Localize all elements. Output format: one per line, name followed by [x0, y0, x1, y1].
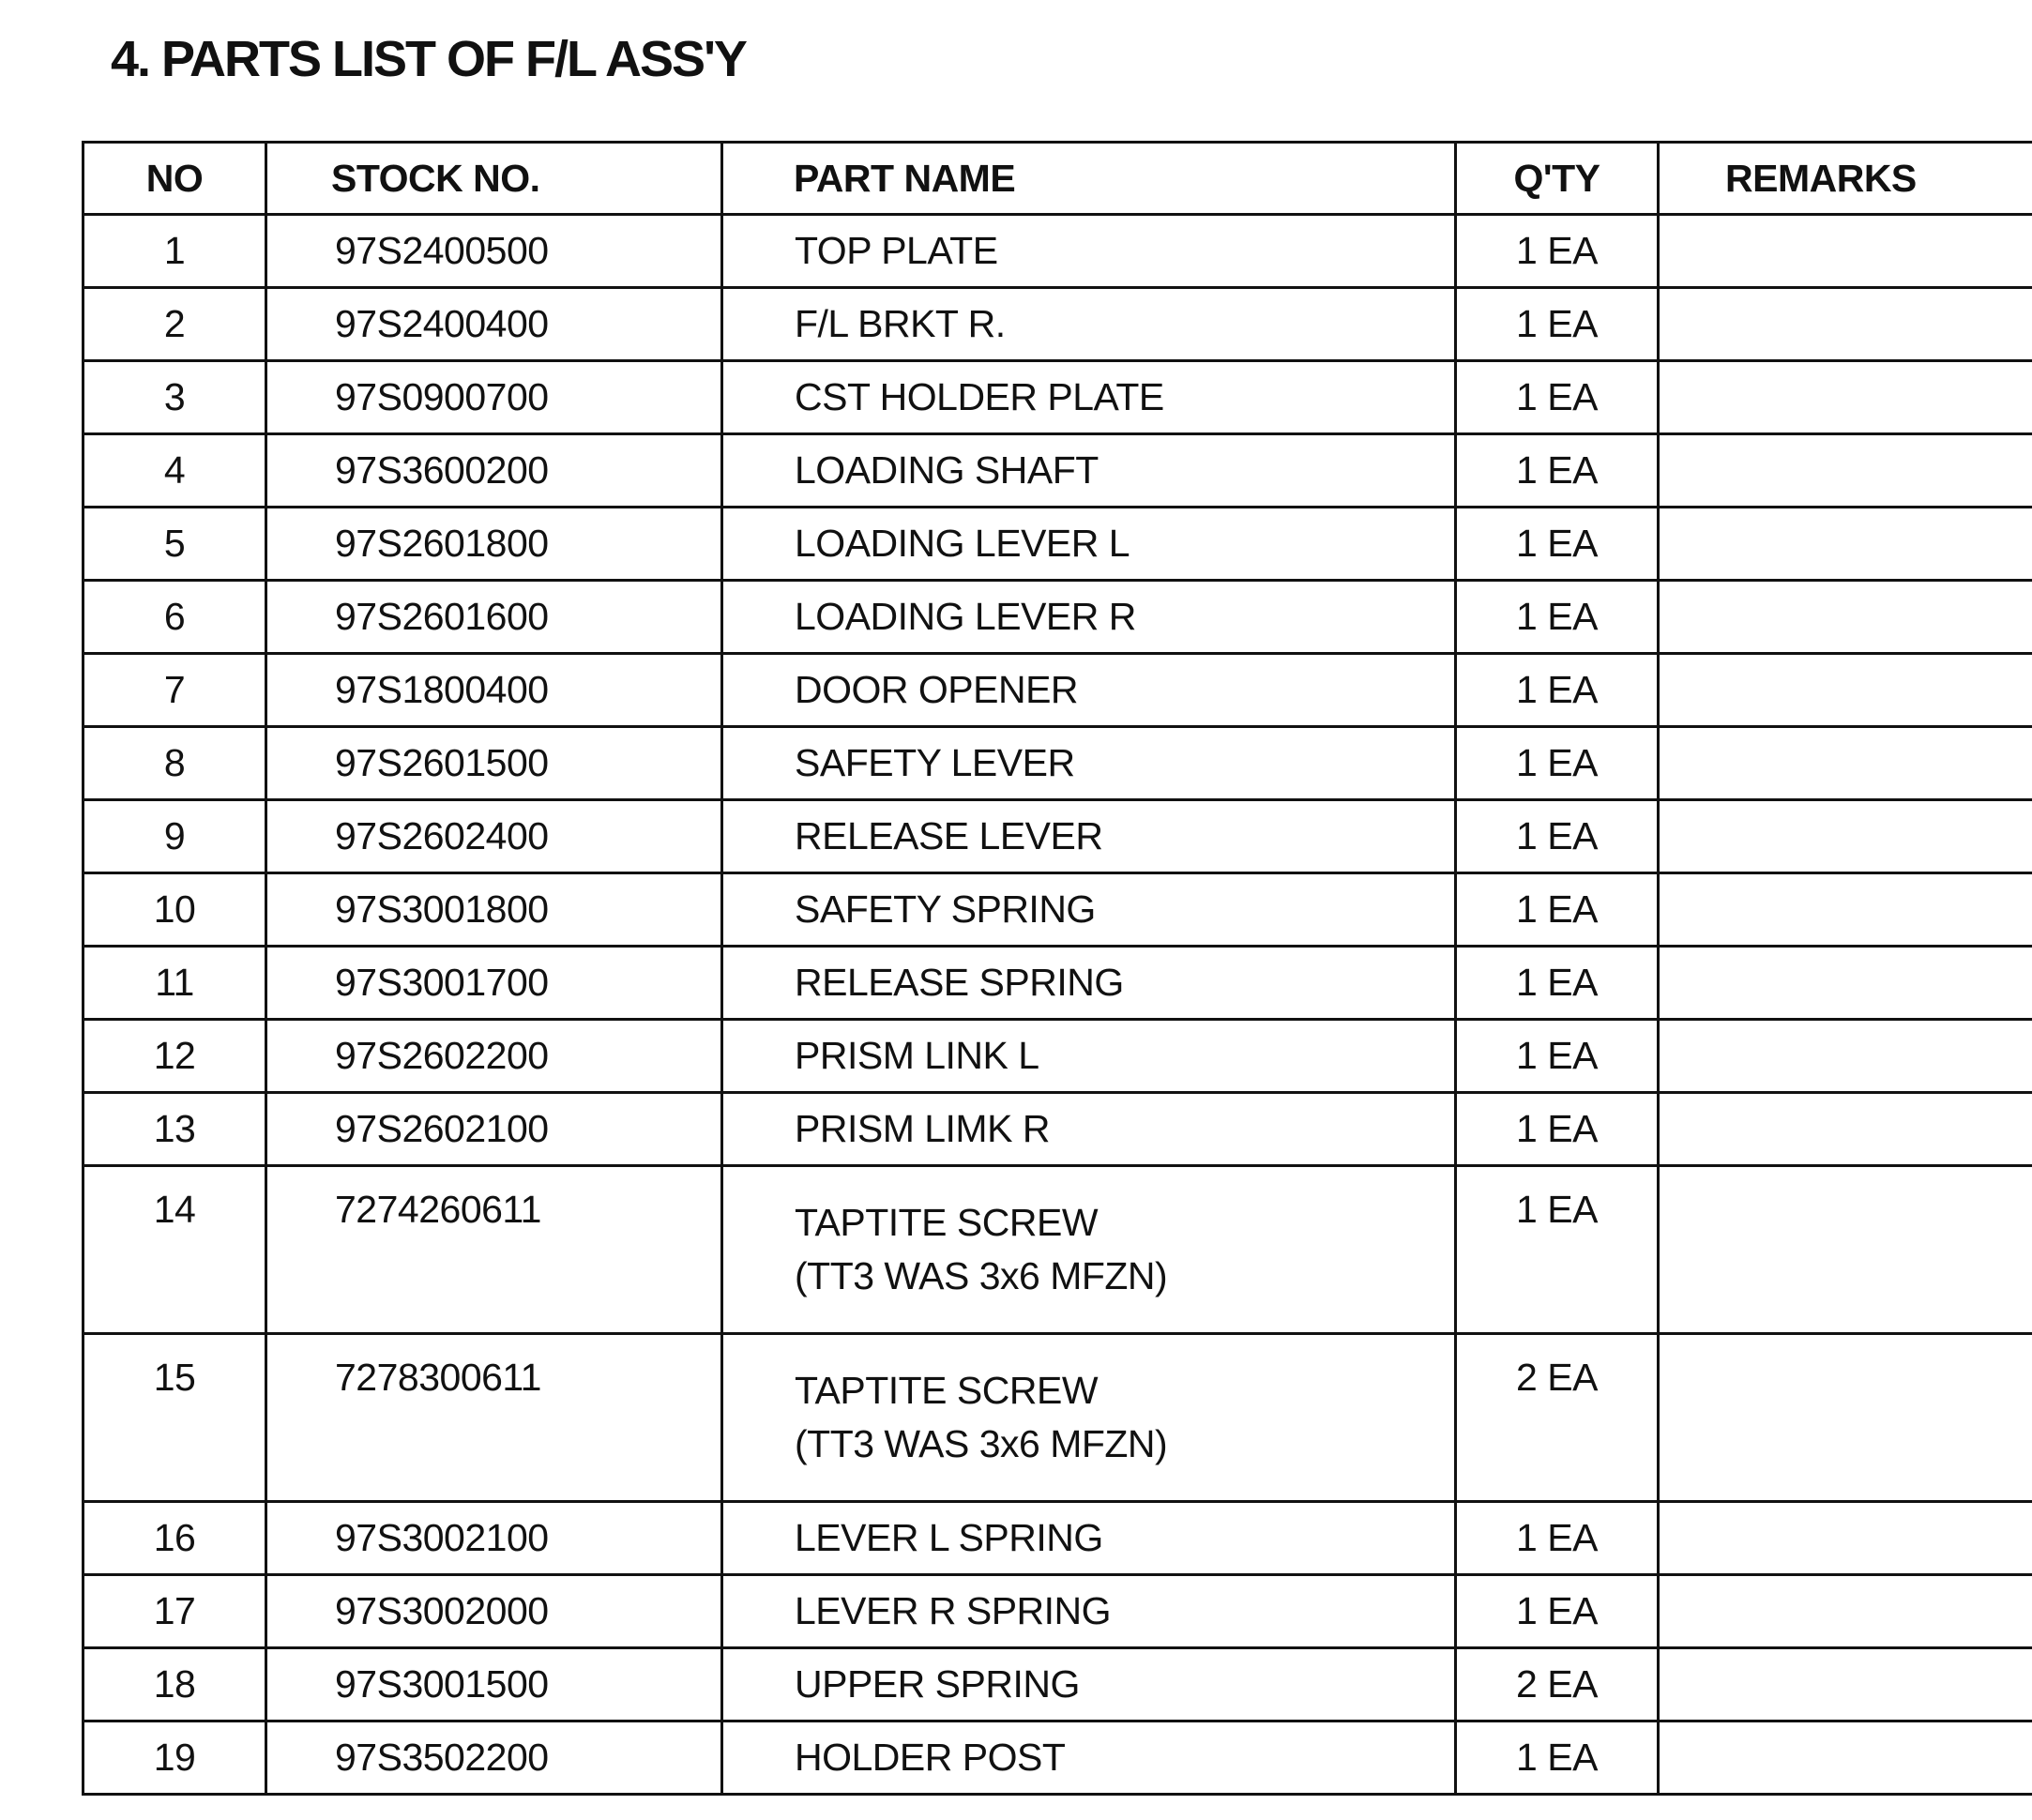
cell-remarks: [1659, 947, 2032, 1020]
cell-remarks: [1659, 1334, 2032, 1502]
cell-qty: 1 EA: [1456, 1502, 1659, 1575]
cell-no: 11: [83, 947, 266, 1020]
cell-part-name: F/L BRKT R.: [722, 288, 1456, 361]
cell-no: 6: [83, 581, 266, 654]
cell-stock-no: 97S2400400: [266, 288, 722, 361]
cell-no: 1: [83, 215, 266, 288]
table-row: [83, 288, 2032, 361]
cell-remarks: [1659, 1648, 2032, 1721]
parts-list-table: [82, 141, 2032, 1796]
cell-stock-no: 97S2601600: [266, 581, 722, 654]
cell-part-name: SAFETY LEVER: [722, 727, 1456, 800]
cell-part-name: LEVER R SPRING: [722, 1575, 1456, 1648]
cell-no: 3: [83, 361, 266, 434]
cell-qty: 2 EA: [1456, 1334, 1659, 1502]
table-row: [83, 1093, 2032, 1166]
cell-part-name: CST HOLDER PLATE: [722, 361, 1456, 434]
table-row: [83, 727, 2032, 800]
cell-part-name: DOOR OPENER: [722, 654, 1456, 727]
cell-part-name: UPPER SPRING: [722, 1648, 1456, 1721]
table-row: [83, 800, 2032, 873]
cell-no: 8: [83, 727, 266, 800]
cell-qty: 1 EA: [1456, 1575, 1659, 1648]
cell-qty: 1 EA: [1456, 508, 1659, 581]
cell-part-name: PRISM LIMK R: [722, 1093, 1456, 1166]
table-row: [83, 1721, 2032, 1795]
page-title: 4. PARTS LIST OF F/L ASS'Y: [111, 31, 746, 87]
cell-remarks: [1659, 1502, 2032, 1575]
table-row: [83, 1334, 2032, 1502]
cell-remarks: [1659, 654, 2032, 727]
cell-part-name: LEVER L SPRING: [722, 1502, 1456, 1575]
cell-stock-no: 97S3001800: [266, 873, 722, 947]
cell-qty: 2 EA: [1456, 1648, 1659, 1721]
cell-qty: 1 EA: [1456, 215, 1659, 288]
cell-part-name: TAPTITE SCREW (TT3 WAS 3x6 MFZN): [722, 1166, 1456, 1334]
cell-part-name: LOADING SHAFT: [722, 434, 1456, 508]
cell-remarks: [1659, 1166, 2032, 1334]
table-row: [83, 508, 2032, 581]
cell-part-name: LOADING LEVER R: [722, 581, 1456, 654]
cell-qty: 1 EA: [1456, 800, 1659, 873]
cell-remarks: [1659, 1020, 2032, 1093]
cell-stock-no: 97S2602200: [266, 1020, 722, 1093]
cell-stock-no: 97S3002100: [266, 1502, 722, 1575]
cell-qty: 1 EA: [1456, 873, 1659, 947]
cell-qty: 1 EA: [1456, 727, 1659, 800]
cell-qty: 1 EA: [1456, 1166, 1659, 1334]
cell-stock-no: 97S2400500: [266, 215, 722, 288]
table-row: [83, 947, 2032, 1020]
cell-remarks: [1659, 288, 2032, 361]
cell-part-name: RELEASE SPRING: [722, 947, 1456, 1020]
cell-no: 4: [83, 434, 266, 508]
cell-no: 12: [83, 1020, 266, 1093]
cell-qty: 1 EA: [1456, 1721, 1659, 1795]
cell-qty: 1 EA: [1456, 654, 1659, 727]
cell-no: 9: [83, 800, 266, 873]
cell-qty: 1 EA: [1456, 947, 1659, 1020]
cell-no: 19: [83, 1721, 266, 1795]
cell-stock-no: 97S3502200: [266, 1721, 722, 1795]
cell-remarks: [1659, 727, 2032, 800]
cell-part-name: LOADING LEVER L: [722, 508, 1456, 581]
cell-qty: 1 EA: [1456, 1020, 1659, 1093]
table-row: [83, 361, 2032, 434]
cell-no: 17: [83, 1575, 266, 1648]
column-header-stock-no: STOCK NO.: [266, 143, 722, 215]
cell-qty: 1 EA: [1456, 1093, 1659, 1166]
table-row: [83, 215, 2032, 288]
cell-part-name: TAPTITE SCREW (TT3 WAS 3x6 MFZN): [722, 1334, 1456, 1502]
cell-remarks: [1659, 873, 2032, 947]
table-body: [83, 215, 2032, 1795]
table-row: [83, 1166, 2032, 1334]
column-header-part-name: PART NAME: [722, 143, 1456, 215]
cell-stock-no: 97S3600200: [266, 434, 722, 508]
cell-no: 15: [83, 1334, 266, 1502]
table-header-row: [83, 143, 2032, 215]
cell-no: 14: [83, 1166, 266, 1334]
table-row: [83, 1648, 2032, 1721]
table-row: [83, 654, 2032, 727]
cell-stock-no: 7278300611: [266, 1334, 722, 1502]
cell-part-name: TOP PLATE: [722, 215, 1456, 288]
column-header-remarks: REMARKS: [1659, 143, 2032, 215]
cell-part-name: HOLDER POST: [722, 1721, 1456, 1795]
cell-remarks: [1659, 508, 2032, 581]
cell-stock-no: 97S3001500: [266, 1648, 722, 1721]
cell-stock-no: 7274260611: [266, 1166, 722, 1334]
cell-no: 5: [83, 508, 266, 581]
cell-no: 18: [83, 1648, 266, 1721]
cell-no: 7: [83, 654, 266, 727]
cell-qty: 1 EA: [1456, 361, 1659, 434]
table-row: [83, 581, 2032, 654]
cell-remarks: [1659, 434, 2032, 508]
cell-remarks: [1659, 1093, 2032, 1166]
table-row: [83, 1575, 2032, 1648]
cell-remarks: [1659, 1721, 2032, 1795]
column-header-no: NO: [83, 143, 266, 215]
cell-no: 16: [83, 1502, 266, 1575]
table-row: [83, 434, 2032, 508]
cell-remarks: [1659, 361, 2032, 434]
table-row: [83, 1502, 2032, 1575]
cell-no: 10: [83, 873, 266, 947]
cell-remarks: [1659, 1575, 2032, 1648]
cell-remarks: [1659, 800, 2032, 873]
cell-stock-no: 97S2601500: [266, 727, 722, 800]
cell-stock-no: 97S0900700: [266, 361, 722, 434]
cell-part-name: SAFETY SPRING: [722, 873, 1456, 947]
cell-part-name: RELEASE LEVER: [722, 800, 1456, 873]
table-row: [83, 1020, 2032, 1093]
cell-stock-no: 97S3002000: [266, 1575, 722, 1648]
cell-stock-no: 97S2602100: [266, 1093, 722, 1166]
cell-part-name: PRISM LINK L: [722, 1020, 1456, 1093]
cell-stock-no: 97S2601800: [266, 508, 722, 581]
cell-qty: 1 EA: [1456, 288, 1659, 361]
cell-stock-no: 97S1800400: [266, 654, 722, 727]
cell-stock-no: 97S2602400: [266, 800, 722, 873]
column-header-qty: Q'TY: [1456, 143, 1659, 215]
table-row: [83, 873, 2032, 947]
cell-no: 2: [83, 288, 266, 361]
cell-no: 13: [83, 1093, 266, 1166]
cell-remarks: [1659, 215, 2032, 288]
cell-qty: 1 EA: [1456, 434, 1659, 508]
cell-remarks: [1659, 581, 2032, 654]
cell-stock-no: 97S3001700: [266, 947, 722, 1020]
cell-qty: 1 EA: [1456, 581, 1659, 654]
